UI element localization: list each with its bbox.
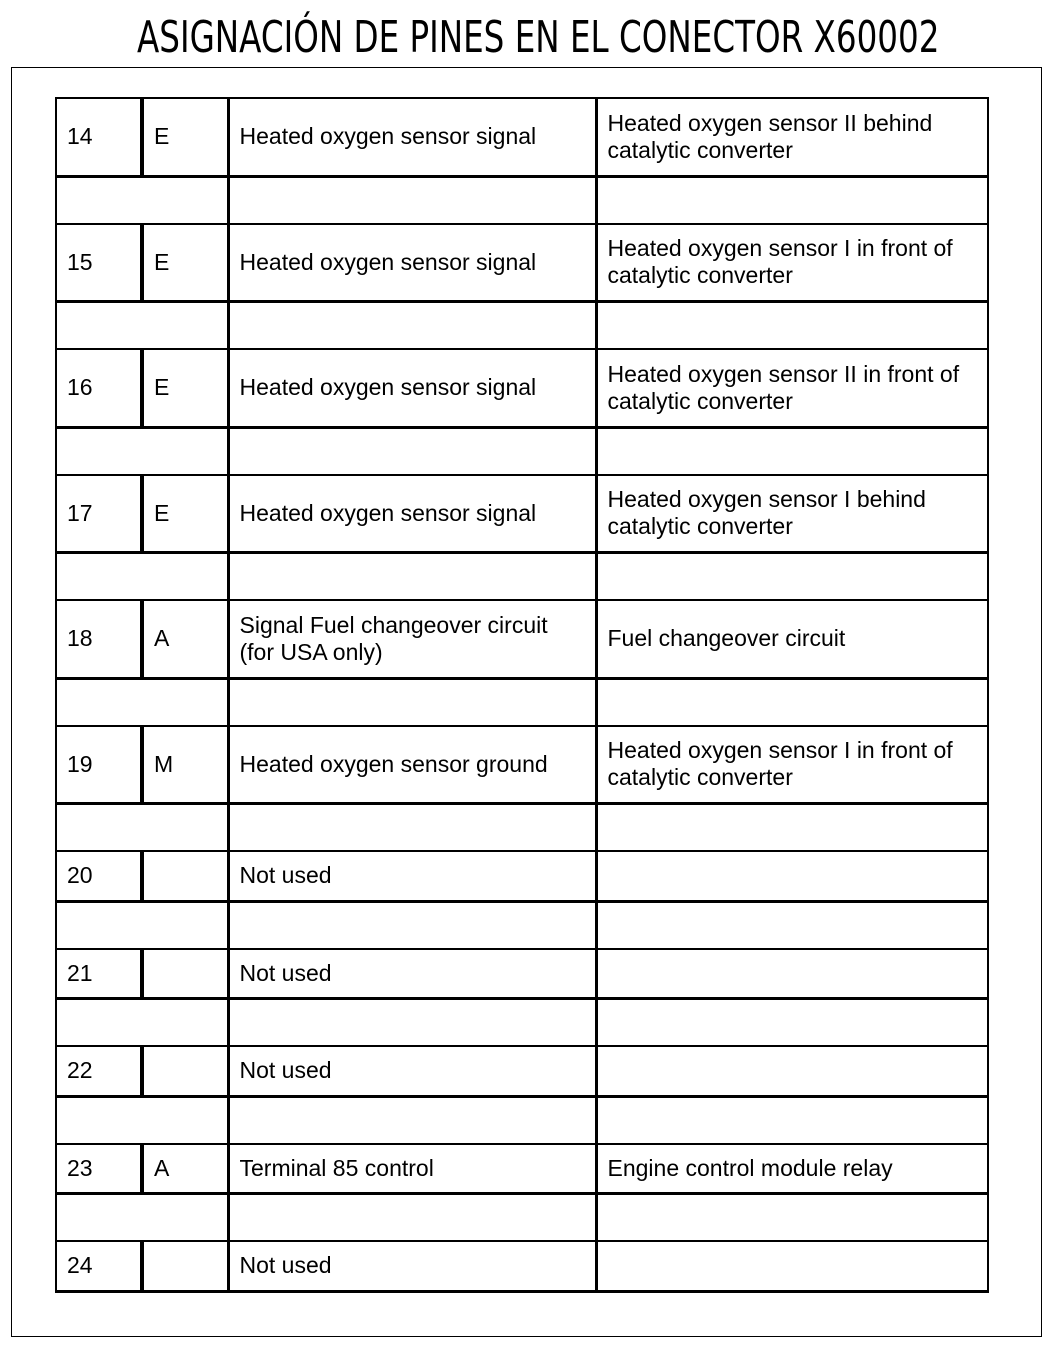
signal-type-cell — [142, 1046, 228, 1096]
table-row — [56, 475, 988, 553]
spacer-cell — [228, 1096, 596, 1144]
spacer-cell — [596, 553, 988, 601]
pin-number-cell: 14 — [56, 98, 142, 176]
component-cell: Fuel changeover circuit — [596, 600, 988, 678]
spacer-cell — [596, 1194, 988, 1242]
spacer-row — [56, 1194, 988, 1242]
spacer-cell — [228, 553, 596, 601]
signal-type-cell — [142, 1241, 228, 1291]
spacer-cell — [56, 1096, 228, 1144]
spacer-row — [56, 999, 988, 1047]
spacer-cell — [596, 678, 988, 726]
signal-type-cell: E — [142, 475, 228, 553]
signal-type-cell: E — [142, 224, 228, 302]
spacer-row — [56, 302, 988, 350]
spacer-cell — [228, 302, 596, 350]
pin-number-cell: 22 — [56, 1046, 142, 1096]
spacer-cell — [228, 999, 596, 1047]
signal-type-cell — [142, 851, 228, 901]
table-row — [56, 224, 988, 302]
spacer-cell — [596, 804, 988, 852]
table-row — [56, 851, 988, 901]
signal-type-cell: M — [142, 726, 228, 804]
spacer-cell — [56, 901, 228, 949]
spacer-cell — [56, 427, 228, 475]
spacer-cell — [596, 1096, 988, 1144]
pin-number-cell: 19 — [56, 726, 142, 804]
spacer-row — [56, 901, 988, 949]
spacer-cell — [56, 678, 228, 726]
spacer-cell — [56, 999, 228, 1047]
component-cell — [596, 1241, 988, 1291]
component-cell: Heated oxygen sensor I in front of catalytic converter — [596, 224, 988, 302]
table-row — [56, 1046, 988, 1096]
signal-description-cell: Signal Fuel changeover circuit (for USA only) — [228, 600, 596, 678]
component-cell: Heated oxygen sensor II behind catalytic converter — [596, 98, 988, 176]
spacer-cell — [56, 804, 228, 852]
spacer-row — [56, 804, 988, 852]
spacer-row — [56, 176, 988, 224]
component-cell — [596, 851, 988, 901]
component-cell: Heated oxygen sensor II in front of catalytic converter — [596, 349, 988, 427]
spacer-row — [56, 678, 988, 726]
signal-description-cell: Terminal 85 control — [228, 1144, 596, 1194]
component-cell — [596, 1046, 988, 1096]
pin-number-cell: 15 — [56, 224, 142, 302]
spacer-cell — [56, 1194, 228, 1242]
spacer-cell — [228, 804, 596, 852]
signal-type-cell: A — [142, 1144, 228, 1194]
table-row — [56, 1144, 988, 1194]
spacer-cell — [228, 1194, 596, 1242]
pin-number-cell: 16 — [56, 349, 142, 427]
pin-number-cell: 24 — [56, 1241, 142, 1291]
spacer-row — [56, 1096, 988, 1144]
component-cell: Heated oxygen sensor I behind catalytic converter — [596, 475, 988, 553]
spacer-cell — [228, 901, 596, 949]
pin-number-cell: 18 — [56, 600, 142, 678]
table-row — [56, 98, 988, 176]
signal-type-cell: E — [142, 98, 228, 176]
spacer-cell — [56, 302, 228, 350]
pin-number-cell: 21 — [56, 949, 142, 999]
spacer-cell — [228, 176, 596, 224]
component-cell: Engine control module relay — [596, 1144, 988, 1194]
table-row — [56, 949, 988, 999]
spacer-cell — [228, 427, 596, 475]
pin-number-cell: 20 — [56, 851, 142, 901]
component-cell — [596, 949, 988, 999]
pin-number-cell: 17 — [56, 475, 142, 553]
table-row — [56, 349, 988, 427]
spacer-cell — [596, 999, 988, 1047]
spacer-cell — [596, 427, 988, 475]
pin-number-cell: 23 — [56, 1144, 142, 1194]
page-title: ASIGNACIÓN DE PINES EN EL CONECTOR X60002 — [137, 12, 940, 63]
pin-assignment-table — [55, 97, 989, 1293]
signal-description-cell: Heated oxygen sensor signal — [228, 475, 596, 553]
signal-description-cell: Not used — [228, 1046, 596, 1096]
spacer-cell — [596, 176, 988, 224]
signal-type-cell — [142, 949, 228, 999]
spacer-row — [56, 427, 988, 475]
table-row — [56, 600, 988, 678]
signal-description-cell: Heated oxygen sensor signal — [228, 224, 596, 302]
signal-description-cell: Heated oxygen sensor signal — [228, 349, 596, 427]
table-row — [56, 726, 988, 804]
spacer-row — [56, 553, 988, 601]
signal-description-cell: Not used — [228, 851, 596, 901]
signal-description-cell: Heated oxygen sensor ground — [228, 726, 596, 804]
signal-description-cell: Heated oxygen sensor signal — [228, 98, 596, 176]
spacer-cell — [56, 176, 228, 224]
component-cell: Heated oxygen sensor I in front of catalytic converter — [596, 726, 988, 804]
signal-type-cell: E — [142, 349, 228, 427]
spacer-cell — [596, 302, 988, 350]
signal-description-cell: Not used — [228, 1241, 596, 1291]
signal-type-cell: A — [142, 600, 228, 678]
spacer-cell — [596, 901, 988, 949]
spacer-cell — [56, 553, 228, 601]
signal-description-cell: Not used — [228, 949, 596, 999]
spacer-cell — [228, 678, 596, 726]
table-row — [56, 1241, 988, 1291]
